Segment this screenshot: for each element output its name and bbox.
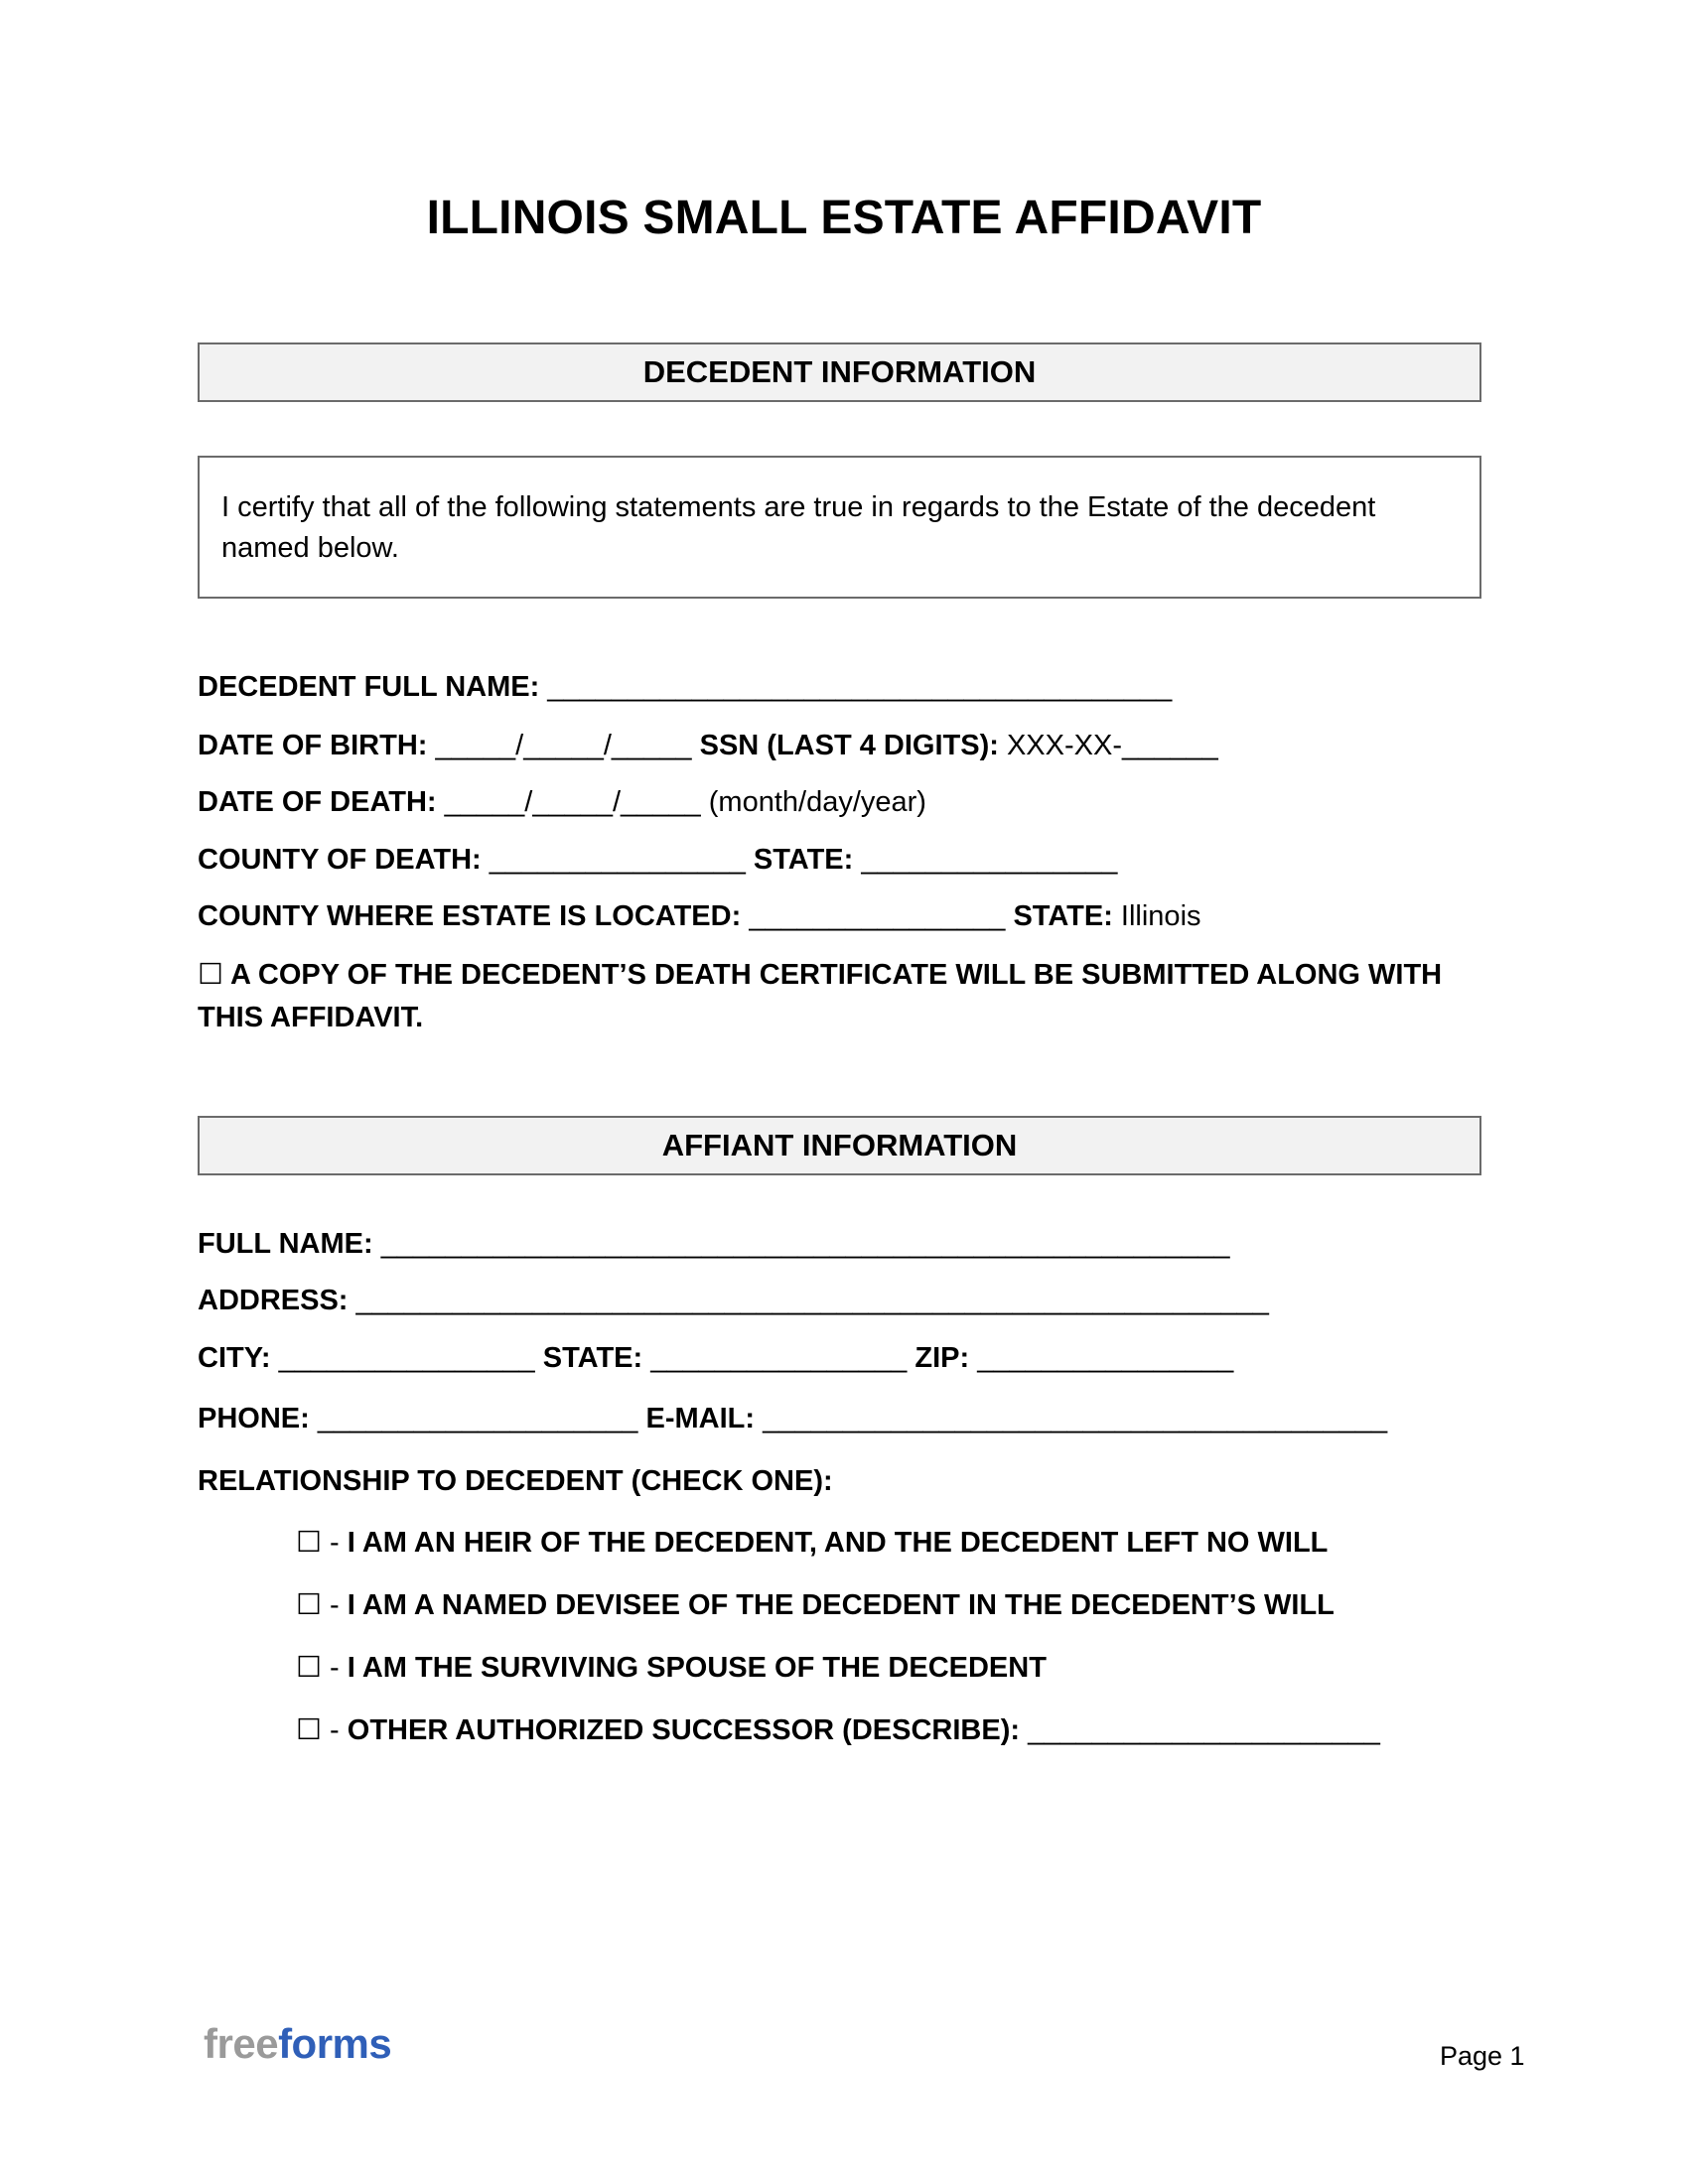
spouse-option-text: I AM THE SURVIVING SPOUSE OF THE DECEDENT	[347, 1652, 1047, 1684]
date-of-birth-label: DATE OF BIRTH:	[198, 730, 428, 761]
option-dash: -	[322, 1589, 348, 1621]
affiant-full-name-row	[198, 1226, 1230, 1262]
page-number: Page 1	[1440, 2041, 1525, 2071]
affiant-phone-email-row	[198, 1401, 1387, 1436]
logo-free-text: free	[204, 2020, 279, 2067]
affiant-state-field[interactable]: ________________	[650, 1342, 908, 1374]
relationship-option-spouse	[296, 1650, 1047, 1686]
freeforms-logo	[204, 2020, 391, 2068]
affiant-city-state-zip-row	[198, 1340, 1233, 1376]
certification-statement: I certify that all of the following statements are true in regards to the Estate of the decedent named below.	[198, 456, 1481, 599]
affiant-zip-field[interactable]: ________________	[977, 1342, 1234, 1374]
ssn-field[interactable]: XXX-XX-______	[1006, 730, 1218, 761]
affiant-phone-field[interactable]: ____________________	[317, 1403, 638, 1434]
county-of-death-row	[198, 842, 1117, 878]
date-format-hint: (month/day/year)	[708, 786, 926, 818]
ssn-label: SSN (LAST 4 DIGITS):	[699, 730, 999, 761]
county-estate-row	[198, 898, 1201, 934]
affiant-section-header: AFFIANT INFORMATION	[198, 1116, 1481, 1175]
other-successor-checkbox[interactable]: ☐	[296, 1714, 322, 1746]
death-certificate-checkbox[interactable]: ☐	[198, 959, 223, 991]
other-successor-text: OTHER AUTHORIZED SUCCESSOR (DESCRIBE):	[347, 1714, 1021, 1746]
document-title: ILLINOIS SMALL ESTATE AFFIDAVIT	[426, 192, 1262, 244]
estate-state-value: Illinois	[1120, 900, 1201, 932]
affiant-city-field[interactable]: ________________	[278, 1342, 535, 1374]
death-certificate-text: A COPY OF THE DECEDENT’S DEATH CERTIFICATE WILL BE SUBMITTED ALONG WITH THIS AFFIDAVIT.	[198, 959, 1443, 1033]
county-estate-label: COUNTY WHERE ESTATE IS LOCATED:	[198, 900, 742, 932]
date-of-death-row	[198, 784, 926, 820]
relationship-option-heir	[296, 1525, 1328, 1561]
county-estate-field[interactable]: ________________	[749, 900, 1006, 932]
affiant-full-name-field[interactable]: _____________________________________________________	[380, 1228, 1230, 1260]
relationship-label: RELATIONSHIP TO DECEDENT (CHECK ONE):	[198, 1465, 833, 1497]
decedent-full-name-label: DECEDENT FULL NAME:	[198, 671, 540, 703]
affiant-address-field[interactable]: _________________________________________________________	[355, 1285, 1269, 1316]
decedent-section-header: DECEDENT INFORMATION	[198, 342, 1481, 402]
option-dash: -	[322, 1714, 348, 1746]
option-dash: -	[322, 1652, 348, 1684]
other-successor-field[interactable]: ______________________	[1028, 1714, 1380, 1746]
heir-checkbox[interactable]: ☐	[296, 1527, 322, 1559]
affiant-email-field[interactable]: _______________________________________	[763, 1403, 1388, 1434]
date-of-death-label: DATE OF DEATH:	[198, 786, 437, 818]
affiant-zip-label: ZIP:	[914, 1342, 970, 1374]
death-state-label: STATE:	[753, 844, 854, 876]
logo-forms-text: forms	[278, 2020, 392, 2067]
county-of-death-label: COUNTY OF DEATH:	[198, 844, 482, 876]
affiant-address-label: ADDRESS:	[198, 1285, 349, 1316]
devisee-option-text: I AM A NAMED DEVISEE OF THE DECEDENT IN THE DECEDENT’S WILL	[347, 1589, 1335, 1621]
relationship-option-other	[296, 1712, 1380, 1748]
option-dash: -	[322, 1527, 348, 1559]
devisee-checkbox[interactable]: ☐	[296, 1589, 322, 1621]
relationship-option-devisee	[296, 1587, 1335, 1623]
affiant-phone-label: PHONE:	[198, 1403, 310, 1434]
date-of-death-field[interactable]: _____/_____/_____	[444, 786, 701, 818]
affiant-state-label: STATE:	[542, 1342, 643, 1374]
affiant-email-label: E-MAIL:	[645, 1403, 756, 1434]
county-of-death-field[interactable]: ________________	[489, 844, 746, 876]
date-of-birth-field[interactable]: _____/_____/_____	[435, 730, 692, 761]
heir-option-text: I AM AN HEIR OF THE DECEDENT, AND THE DECEDENT LEFT NO WILL	[347, 1527, 1329, 1559]
decedent-full-name-row	[198, 669, 1172, 705]
affiant-full-name-label: FULL NAME:	[198, 1228, 373, 1260]
estate-state-label: STATE:	[1013, 900, 1113, 932]
affiant-address-row	[198, 1283, 1269, 1318]
death-state-field[interactable]: ________________	[861, 844, 1118, 876]
affiant-city-label: CITY:	[198, 1342, 271, 1374]
spouse-checkbox[interactable]: ☐	[296, 1652, 322, 1684]
death-certificate-row	[198, 954, 1488, 1039]
decedent-full-name-field[interactable]: _______________________________________	[547, 671, 1173, 703]
date-of-birth-row	[198, 728, 1218, 763]
